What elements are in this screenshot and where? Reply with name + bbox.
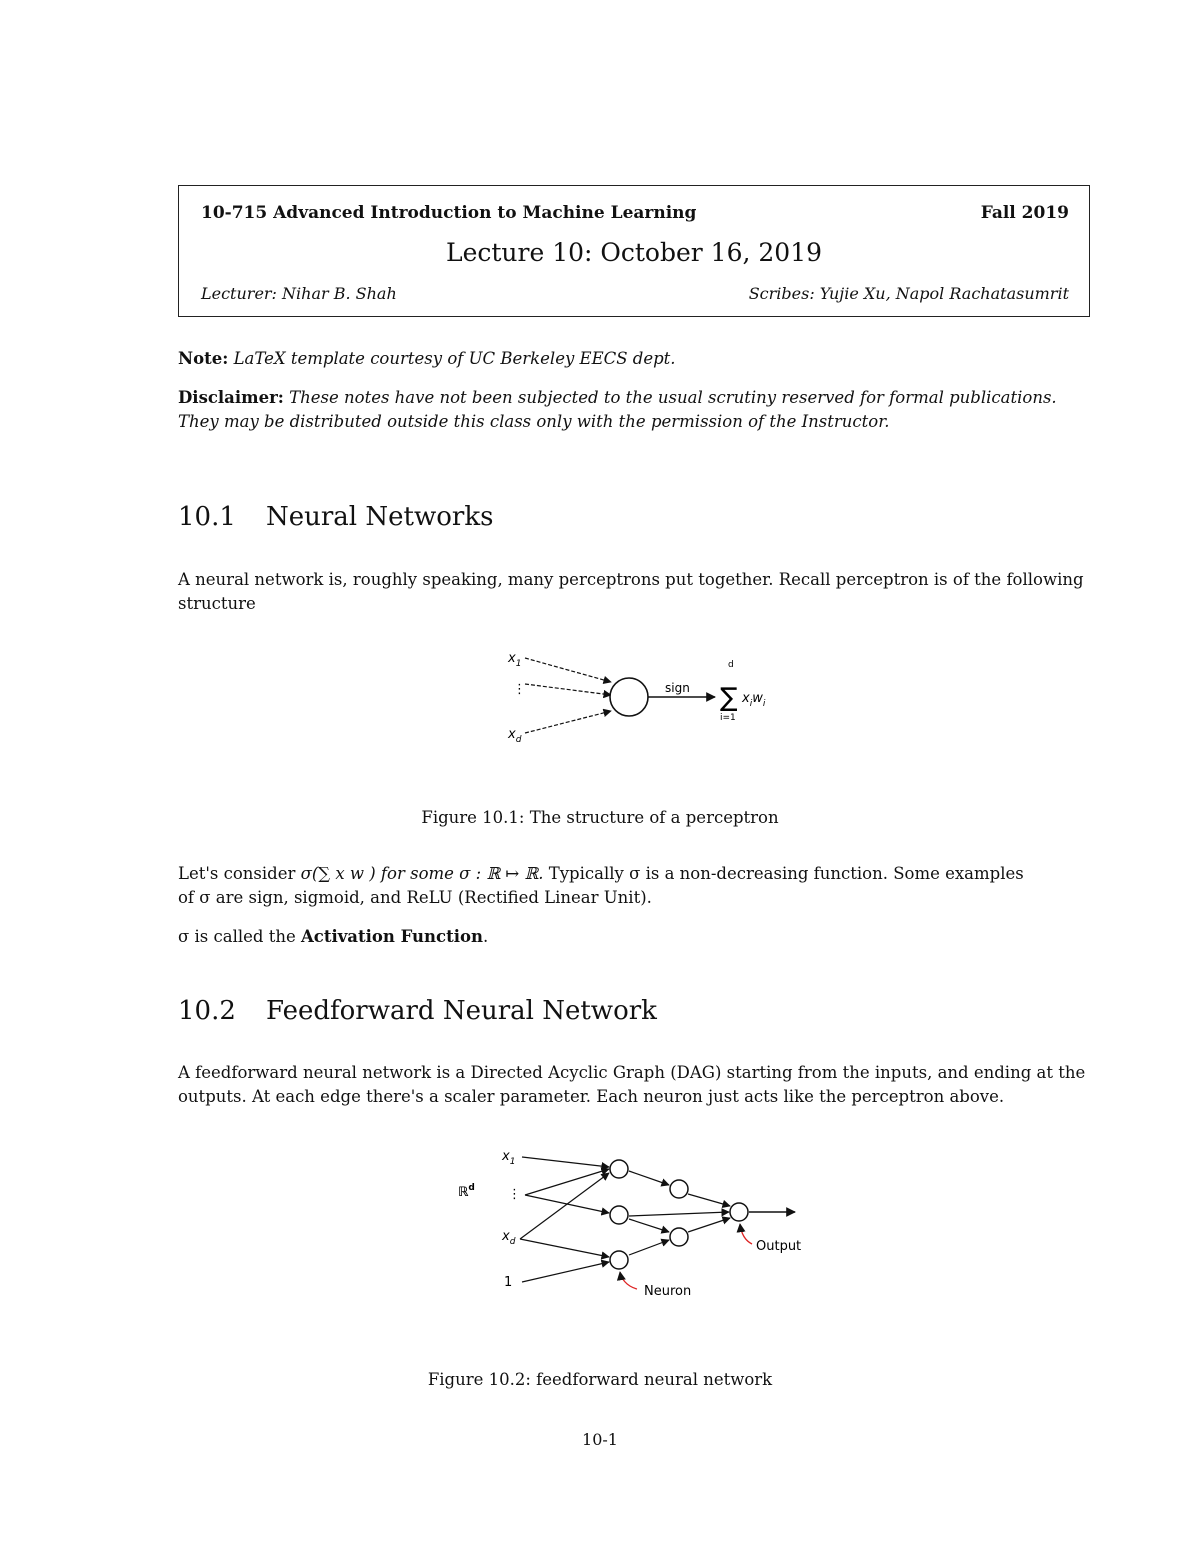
- label-sum-bottom: i=1: [720, 713, 736, 723]
- label-vdots: ⋮: [513, 682, 526, 697]
- lecture-header-box: [178, 185, 1090, 317]
- activation-examples: of σ are sign, sigmoid, and ReLU (Rectified Linear Unit).: [178, 888, 652, 907]
- disclaimer-paragraph: [178, 386, 1096, 434]
- neuron: [610, 1160, 628, 1178]
- section-title: Feedforward Neural Network: [266, 996, 657, 1026]
- section-heading-feedforward: [178, 996, 657, 1026]
- scribes: Scribes: Yujie Xu, Napol Rachatasumrit: [748, 284, 1069, 303]
- section-number: 10.1: [178, 502, 236, 532]
- neuron: [670, 1180, 688, 1198]
- lecturer: Lecturer: Nihar B. Shah: [201, 284, 397, 303]
- edge: [520, 1239, 609, 1257]
- label-sum-top: d: [728, 660, 734, 670]
- neuron: [610, 1251, 628, 1269]
- edge: [629, 1212, 729, 1216]
- activation-definition-prefix: σ is called the: [178, 927, 301, 946]
- section-paragraph: A feedforward neural network is a Directed Acyclic Graph (DAG) starting from the inputs, and ending at the outputs. At each edge there's a scaler parameter. Each neuron just acts like the perceptron above.: [178, 1063, 1086, 1106]
- note-text: LaTeX template courtesy of UC Berkeley EECS dept.: [233, 349, 676, 368]
- figure-caption: Figure 10.2: feedforward neural network: [427, 1370, 773, 1389]
- label-x1: $x_1$: [508, 651, 522, 669]
- activation-text-suffix: Typically σ is a non-decreasing function. Some examples: [543, 864, 1024, 883]
- label-domain: ℝ$^d$: [458, 1183, 475, 1200]
- figure-caption: Figure 10.1: The structure of a perceptron: [421, 808, 779, 827]
- label-xd: $x_d$: [502, 1229, 516, 1247]
- activation-text-prefix: Let's consider: [178, 864, 301, 883]
- perceptron-neuron: [610, 678, 648, 716]
- course-title: 10-715 Advanced Introduction to Machine Learning: [201, 203, 697, 223]
- lecture-title: Lecture 10: October 16, 2019: [445, 238, 823, 267]
- edge: [522, 1262, 609, 1282]
- label-sign: sign: [665, 681, 690, 695]
- output-pointer: [740, 1224, 752, 1244]
- note-label: Note:: [178, 349, 229, 368]
- section-heading-neural-networks: [178, 502, 493, 532]
- page-number: 10-1: [582, 1430, 618, 1449]
- edge: [522, 1157, 609, 1167]
- activation-paragraph-1: [178, 862, 1096, 910]
- activation-definition-suffix: .: [482, 927, 489, 946]
- feedforward-diagram: [450, 1140, 820, 1310]
- edge: [688, 1194, 730, 1206]
- perceptron-diagram: [480, 640, 800, 760]
- edge-vdots: [525, 684, 611, 695]
- label-vdots: ⋮: [508, 1187, 521, 1202]
- label-x1: $x_1$: [502, 1149, 516, 1167]
- edge-x1: [525, 658, 611, 682]
- label-sum-term: $x_iw_i$: [742, 691, 766, 709]
- section-number: 10.2: [178, 996, 236, 1026]
- edge-xd: [525, 711, 611, 733]
- edge: [629, 1219, 669, 1232]
- neuron: [610, 1206, 628, 1224]
- activation-function-term: Activation Function: [300, 927, 483, 946]
- term: Fall 2019: [980, 203, 1069, 223]
- edge: [629, 1171, 669, 1185]
- disclaimer-text: These notes have not been subjected to the usual scrutiny reserved for formal publications. They may be distributed outside this class only with the permission of the Instructor.: [178, 388, 1057, 431]
- activation-formula: σ(∑ x w ) for some σ : ℝ ↦ ℝ.: [300, 864, 544, 883]
- label-bias: 1: [504, 1275, 513, 1290]
- label-neuron: Neuron: [644, 1284, 692, 1299]
- output-neuron: [730, 1203, 748, 1221]
- neuron: [670, 1228, 688, 1246]
- activation-paragraph-2: [178, 925, 1096, 949]
- edge: [688, 1218, 730, 1232]
- label-xd: $x_d$: [508, 727, 522, 745]
- label-sum: ∑: [720, 683, 738, 713]
- label-output: Output: [756, 1239, 802, 1254]
- section-title: Neural Networks: [266, 502, 494, 532]
- section-paragraph: A neural network is, roughly speaking, many perceptrons put together. Recall perceptron is of the following structure: [178, 570, 1084, 613]
- disclaimer-label: Disclaimer:: [178, 388, 284, 407]
- note-paragraph: [178, 347, 1096, 371]
- neuron-pointer: [620, 1272, 637, 1289]
- edge: [629, 1240, 669, 1255]
